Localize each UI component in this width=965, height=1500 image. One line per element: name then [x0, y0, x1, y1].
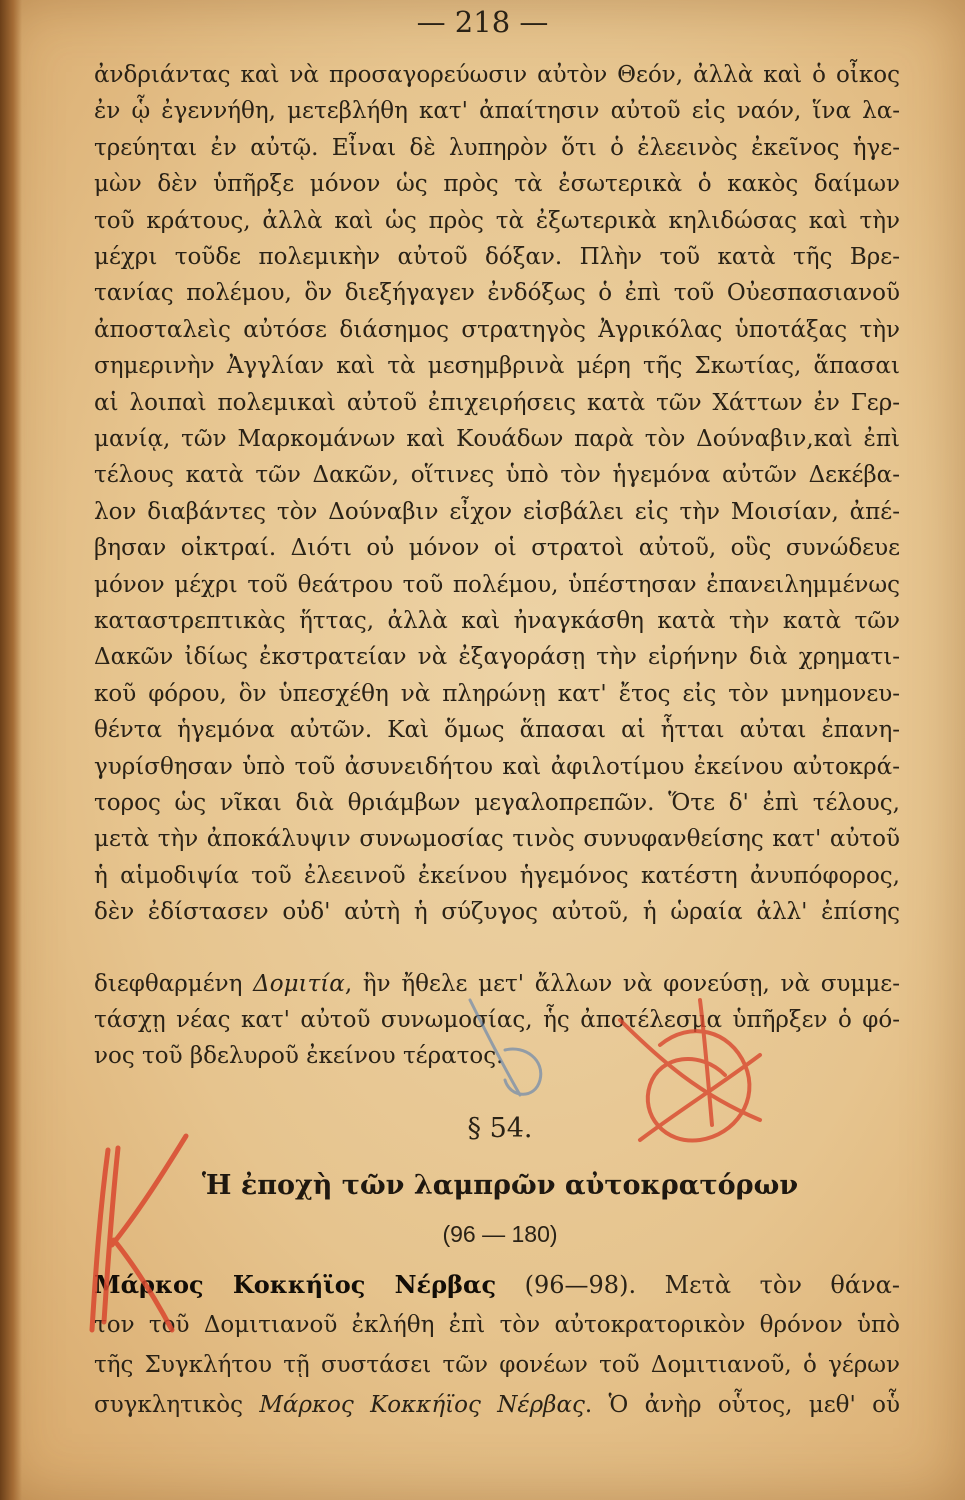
text-line: καταστρεπτικὰς ἥττας, ἀλλὰ καὶ ἠναγκάσθη κατὰ τὴν κατὰ τῶν	[94, 608, 900, 634]
date-range: (96 — 180)	[442, 1221, 558, 1247]
text-line: ἀποσταλεὶς αὐτόσε διάσημος στρατηγὸς Ἀγρικόλας ὑποτάξας τὴν	[94, 317, 900, 343]
text-line: θέντα ἡγεμόνα αὐτῶν. Καὶ ὅμως ἅπασαι αἱ ἧτται αὐται ἐπανη-	[94, 717, 900, 743]
bold-name-nerva: Μάρκος Κοκκήϊος Νέρβας	[94, 1270, 497, 1299]
text-line: τοῦ κράτους, ἀλλὰ καὶ ὡς πρὸς τὰ ἐξωτερικὰ κηλιδώσας καὶ τὴν	[94, 208, 900, 234]
text-line: τάσχῃ νέας κατ' αὐτοῦ συνωμοσίας, ἧς ἀποτέλεσμα ὑπῆρξεν ὁ φό-	[94, 1007, 900, 1033]
text-line: αἱ λοιπαὶ πολεμικαὶ αὐτοῦ ἐπιχειρήσεις κατὰ τῶν Χάττων ἐν Γερ-	[94, 390, 900, 416]
text-line: ἐν ᾧ ἐγεννήθη, μετεβλήθη κατ' ἀπαίτησιν αὐτοῦ εἰς ναόν, ἵνα λα-	[94, 98, 900, 124]
text-line: σημερινὴν Ἀγγλίαν καὶ τὰ μεσημβρινὰ μέρη τῆς Σκωτίας, ἅπασαι	[94, 353, 900, 379]
section-number: § 54.	[467, 1113, 533, 1144]
text-line: τέλους κατὰ τῶν Δακῶν, οἵτινες ὑπὸ τὸν ἡγεμόνα αὐτῶν Δεκέβα-	[94, 462, 900, 488]
text-line: τον τοῦ Δομιτιανοῦ ἐκλήθη ἐπὶ τὸν αὐτοκρατορικὸν θρόνον ὑπὸ	[94, 1312, 900, 1338]
section-heading: Ἡ ἐποχὴ τῶν λαμπρῶν αὐτοκρατόρων	[201, 1170, 799, 1201]
text-line: ἡ αἱμοδιψία τοῦ ἐλεεινοῦ ἐκείνου ἡγεμόνος κατέστη ἀνυπόφορος,	[94, 863, 900, 889]
text-line: βησαν οἰκτραί. Διότι οὐ μόνον οἱ στρατοὶ αὐτοῦ, οὓς συνώδευε	[94, 535, 900, 561]
text-line: συγκλητικὸς Μάρκος Κοκκήϊος Νέρβας. Ὁ ἀνὴρ οὗτος, μεθ' οὗ	[94, 1392, 900, 1418]
text-line: μέχρι τοῦδε πολεμικὴν αὐτοῦ δόξαν. Πλὴν τοῦ κατὰ τῆς Βρε-	[94, 244, 900, 270]
text-line: Δακῶν ἰδίως ἐκστρατείαν νὰ ἐξαγοράσῃ τὴν εἰρήνην διὰ χρηματι-	[94, 644, 900, 670]
text-line: μετὰ τὴν ἀποκάλυψιν συνωμοσίας τινὸς συνυφανθείσης κατ' αὐτοῦ	[94, 826, 900, 852]
page-binding-shadow	[0, 0, 22, 1500]
text-line: τορος ὡς νῖκαι διὰ θριάμβων μεγαλοπρεπῶν. Ὅτε δ' ἐπὶ τέλους,	[94, 790, 900, 816]
text-line: γυρίσθησαν ὑπὸ τοῦ ἀσυνειδήτου καὶ ἀφιλοτίμου ἐκείνου αὐτοκρά-	[94, 754, 900, 780]
italic-name-domitia: Δομιτία	[253, 971, 345, 997]
text-line: τῆς Συγκλήτου τῇ συστάσει τῶν φονέων τοῦ Δομιτιανοῦ, ὁ γέρων	[94, 1352, 900, 1378]
text-line: διεφθαρμένη Δομιτία, ἣν ἤθελε μετ' ἄλλων νὰ φονεύσῃ, νὰ συμμε-	[94, 971, 900, 997]
text-line: λον διαβάντες τὸν Δούναβιν εἶχον εἰσβάλει εἰς τὴν Μοισίαν, ἀπέ-	[94, 499, 900, 525]
text-line: μόνον μέχρι τοῦ θεάτρου τοῦ πολέμου, ὑπέστησαν ἐπανειλημμένως	[94, 572, 900, 598]
text-line: μανίᾳ, τῶν Μαρκομάνων καὶ Κουάδων παρὰ τὸν Δούναβιν,καὶ ἐπὶ	[94, 426, 900, 452]
text-line: ἀνδριάντας καὶ νὰ προσαγορεύωσιν αὐτὸν Θεόν, ἀλλὰ καὶ ὁ οἶκος	[94, 62, 900, 88]
text-line: δὲν ἐδίστασεν οὐδ' αὐτὴ ἡ σύζυγος αὐτοῦ, ἡ ὡραία ἀλλ' ἐπίσης	[94, 899, 900, 925]
text-line: τρεύηται ἐν αὐτῷ. Εἶναι δὲ λυπηρὸν ὅτι ὁ ἐλεεινὸς ἐκεῖνος ἡγε-	[94, 135, 900, 161]
text-line: κοῦ φόρου, ὃν ὑπεσχέθη νὰ πληρώνῃ κατ' ἔτος εἰς τὸν μνημονευ-	[94, 681, 900, 707]
text-line: Μάρκος Κοκκήϊος Νέρβας (96—98). Μετὰ τὸν θάνα-	[94, 1270, 900, 1299]
page-number: — 218 —	[416, 5, 549, 39]
italic-name-nerva: Μάρκος Κοκκήϊος Νέρβας	[259, 1392, 585, 1418]
text-line: τανίας πολέμου, ὃν διεξήγαγεν ἐνδόξως ὁ ἐπὶ τοῦ Οὐεσπασιανοῦ	[94, 280, 900, 306]
text-line: νος τοῦ βδελυροῦ ἐκείνου τέρατος.	[94, 1043, 504, 1069]
text-line: μὼν δὲν ὑπῆρξε μόνον ὡς πρὸς τὰ ἐσωτερικὰ ὁ κακὸς δαίμων	[94, 171, 900, 197]
